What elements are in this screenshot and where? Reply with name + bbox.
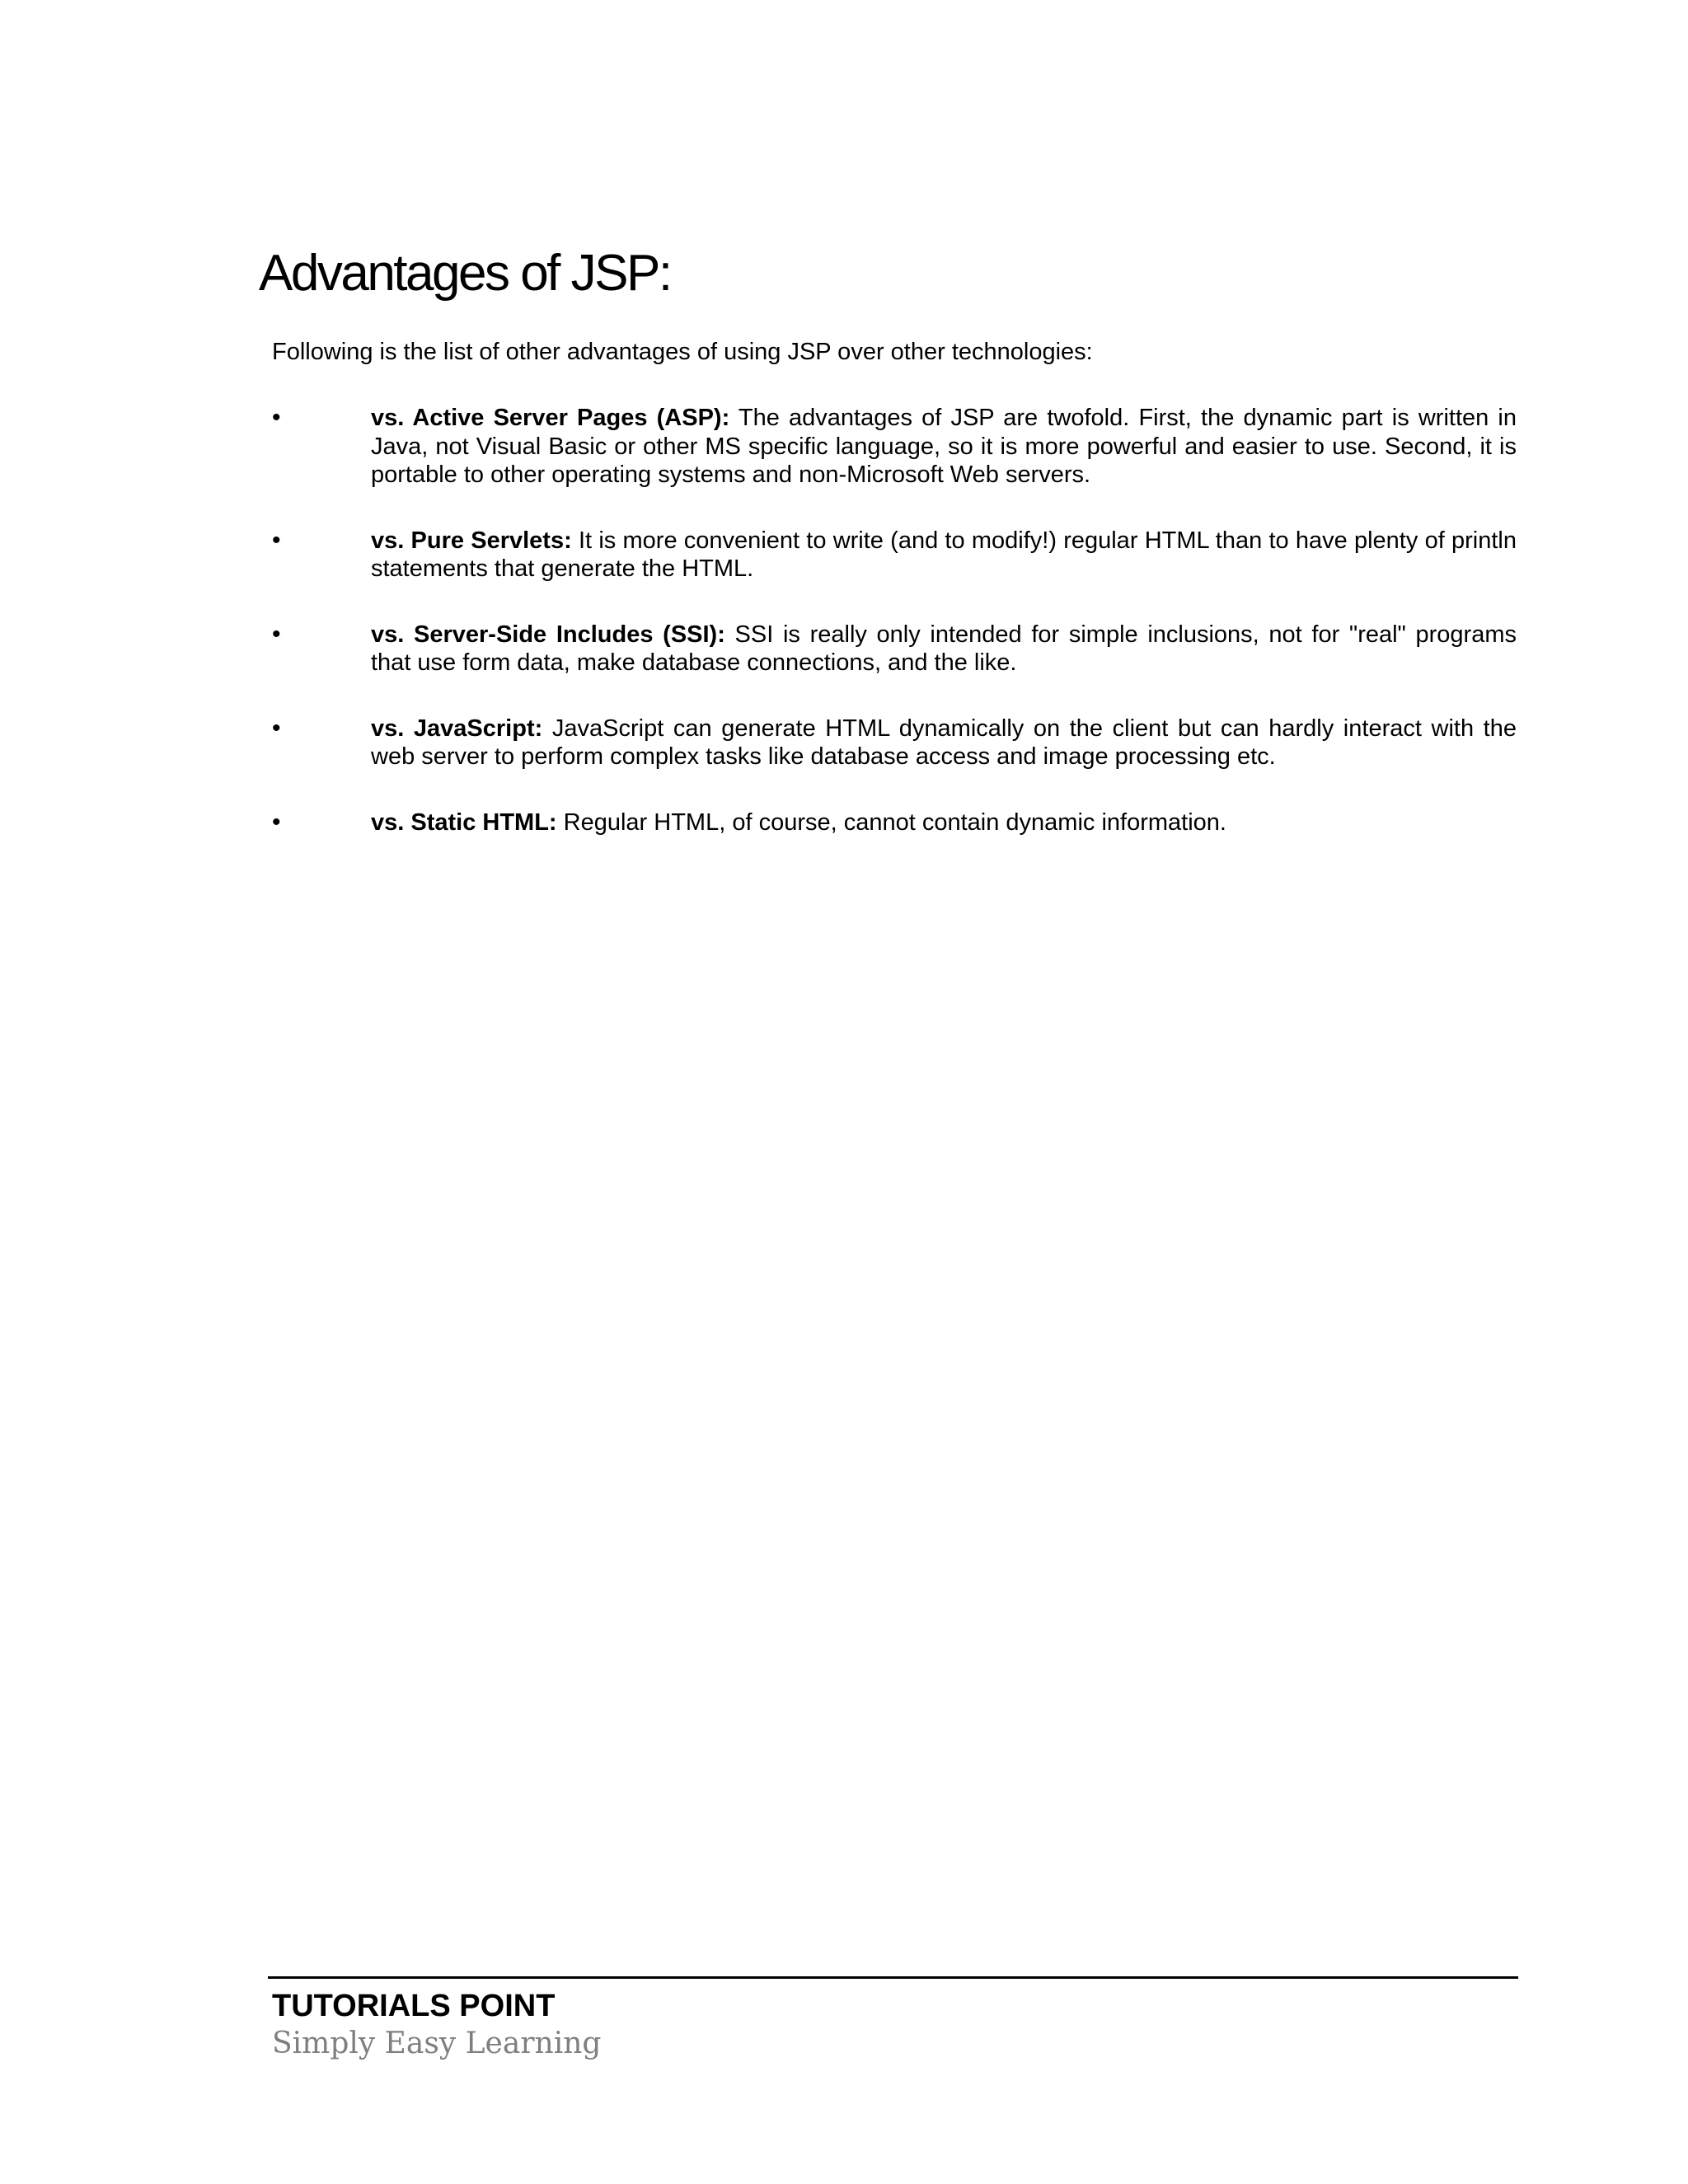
advantages-list [272,404,1517,874]
advantage-text: It is more convenient to write (and to modify!) regular HTML than to have plenty of println statements that generate the HTML. [371,527,1517,582]
bullet-icon: • [272,620,281,648]
advantage-text: The advantages of JSP are twofold. First, the dynamic part is written in Java, not Visual Basic or other MS specific language, so it is more powerful and easier to use. Second, it is portable to other operating systems and non-Microsoft Web servers. [371,405,1517,488]
footer-divider [268,1976,1518,1979]
advantage-term: vs. Pure Servlets: [371,527,572,554]
bullet-icon: • [272,808,281,836]
advantage-text: JavaScript can generate HTML dynamically on the client but can hardly interact with the web server to perform complex tasks like database access and image processing etc. [371,715,1517,770]
advantage-term: vs. Static HTML: [371,808,557,836]
footer-brand: TUTORIALS POINT [272,1989,556,2023]
bullet-icon: • [272,526,281,554]
advantage-term: vs. Active Server Pages (ASP): [371,405,730,431]
list-item-javascript [272,715,1517,771]
advantage-term: vs. JavaScript: [371,715,543,742]
advantage-text: Regular HTML, of course, cannot contain dynamic information. [556,808,1226,836]
advantage-text: SSI is really only intended for simple inclusions, not for "real" programs that use form data, make database connections, and the like. [371,621,1517,676]
footer-tagline: Simply Easy Learning [272,2027,602,2060]
advantage-term: vs. Server-Side Includes (SSI): [371,621,725,648]
list-item-ssi [272,621,1517,677]
list-item-servlets [272,527,1517,583]
list-item-asp [272,404,1517,490]
list-item-static-html [272,808,1517,837]
bullet-icon: • [272,714,281,742]
intro-paragraph: Following is the list of other advantages of using JSP over other technologies: [272,339,1093,365]
bullet-icon: • [272,404,281,431]
page-title: Advantages of JSP: [259,245,671,302]
